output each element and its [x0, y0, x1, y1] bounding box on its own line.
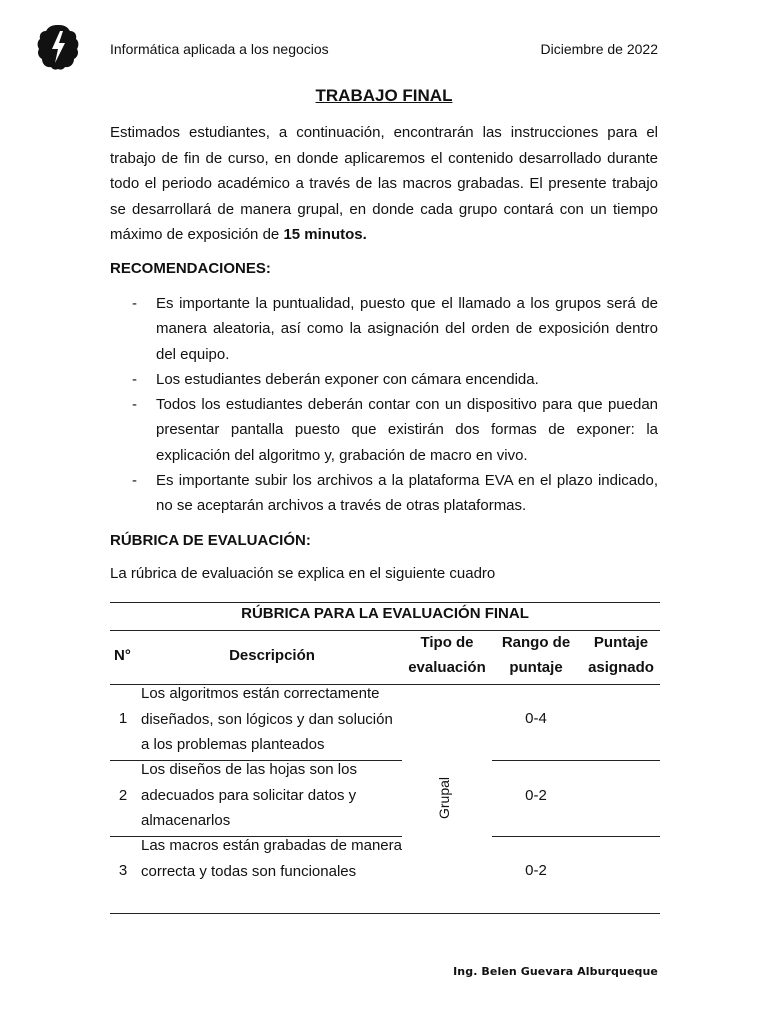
header-num: N° [114, 647, 131, 664]
header-description: Descripción [229, 647, 315, 664]
recommendations-heading: RECOMENDACIONES: [110, 260, 271, 277]
row-2-description: Los diseños de las hojas son los adecuados para solicitar datos y almacenarlos [141, 761, 357, 829]
rubric-intro: La rúbrica de evaluación se explica en el siguiente cuadro [110, 565, 496, 582]
row-2-num: 2 [118, 787, 128, 804]
header-range-1: Rango de [501, 634, 571, 651]
header-type-2: evaluación [408, 659, 486, 676]
list-item: - Todos los estudiantes deberán contar con un dispositivo para que puedan presentar pantalla puesto que existirán dos formas de exponer: la explicación del algoritmo y, grabación de macro en vivo. [132, 396, 658, 464]
row-1-num: 1 [118, 710, 128, 727]
row-3-description: Las macros están grabadas de manera correcta y todas son funcionales [141, 837, 402, 880]
recommendations-list [110, 291, 658, 519]
header-score-1: Puntaje [593, 634, 649, 651]
intro-paragraph [110, 120, 658, 248]
header-date: Diciembre de 2022 [540, 41, 658, 57]
list-item-text: Es importante subir los archivos a la plataforma EVA en el plazo indicado, no se aceptarán archivos a través de otras plataformas. [156, 472, 658, 515]
intro-text: Estimados estudiantes, a continuación, encontrarán las instrucciones para el trabajo de fin de curso, en donde aplicaremos el contenido desarrollado durante todo el periodo académico a través de las macros grabadas. El presente trabajo se desarrollará de manera grupal, en donde cada grupo contará con un tiempo máximo de exposición de [110, 124, 658, 243]
table-caption: RÚBRICA PARA LA EVALUACIÓN FINAL [241, 605, 529, 622]
intro-emphasis: 15 minutos. [283, 226, 367, 243]
row-3-num: 3 [118, 862, 128, 879]
row-1-description: Los algoritmos están correctamente diseñados, son lógicos y dan solución a los problemas planteados [141, 685, 393, 753]
document-title: TRABAJO FINAL [315, 86, 453, 105]
header-course: Informática aplicada a los negocios [110, 41, 329, 57]
table-rule-bottom [110, 913, 660, 914]
header-score-2: asignado [588, 659, 654, 676]
row-1-range: 0-4 [525, 710, 547, 727]
list-item-text: Los estudiantes deberán exponer con cámara encendida. [156, 370, 539, 388]
list-item: - Es importante la puntualidad, puesto que el llamado a los grupos será de manera aleatoria, así como la asignación del orden de exposición dentro del equipo. [132, 295, 658, 363]
brain-lightning-icon [36, 22, 80, 72]
table-rule-row2-right [492, 836, 660, 837]
row-2-range: 0-2 [525, 787, 547, 804]
header-type-1: Tipo de [420, 634, 474, 651]
table-rule-row1-right [492, 760, 660, 761]
header-range-2: puntaje [509, 659, 563, 676]
list-item: - Los estudiantes deberán exponer con cámara encendida. [132, 370, 539, 388]
list-item: - Es importante subir los archivos a la plataforma EVA en el plazo indicado, no se aceptarán archivos a través de otras plataformas. [132, 472, 658, 515]
table-rule-caption [110, 630, 660, 631]
list-item-text: Todos los estudiantes deberán contar con un dispositivo para que puedan presentar pantalla puesto que existirán dos formas de exponer: la explicación del algoritmo y, grabación de macro en vivo. [156, 396, 658, 464]
evaluation-type-label: Grupal [436, 776, 452, 820]
row-3-range: 0-2 [525, 862, 547, 879]
table-rule-top [110, 602, 660, 603]
rubric-heading: RÚBRICA DE EVALUACIÓN: [110, 532, 311, 549]
rubric-table [110, 602, 660, 914]
list-item-text: Es importante la puntualidad, puesto que el llamado a los grupos será de manera aleatoria, así como la asignación del orden de exposición dentro del equipo. [156, 295, 658, 363]
footer-author: Ing. Belen Guevara Alburqueque [453, 965, 658, 978]
